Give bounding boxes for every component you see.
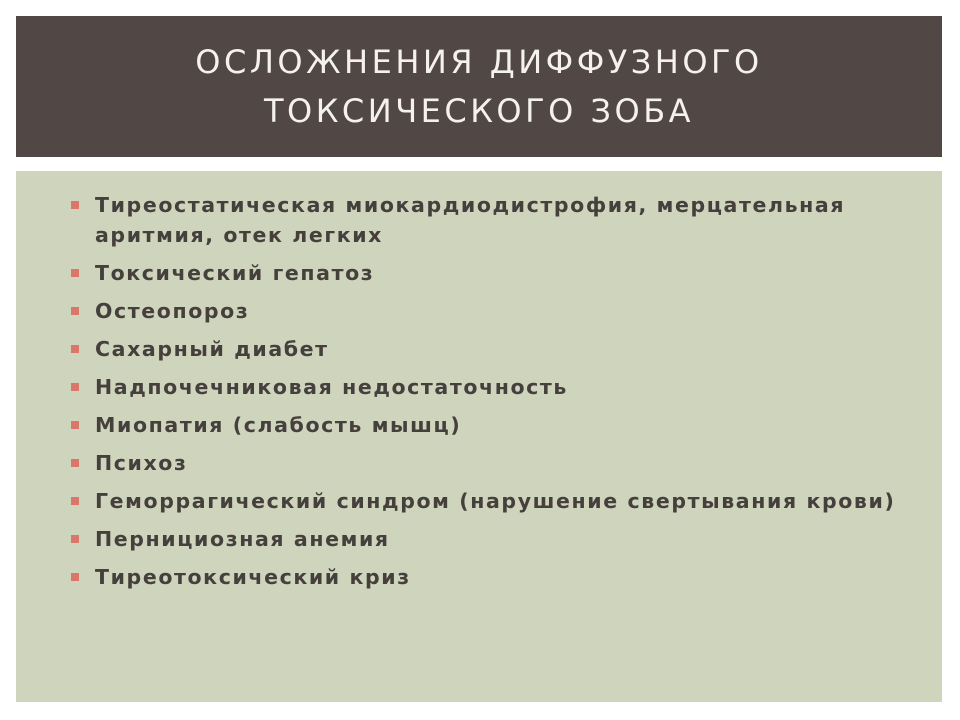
list-item-text: Пернициозная анемия (95, 527, 390, 551)
list-item (71, 372, 931, 402)
square-bullet-icon (71, 383, 79, 391)
list-item-text: Тиреотоксический криз (95, 565, 411, 589)
content-panel (16, 171, 942, 702)
square-bullet-icon (71, 269, 79, 277)
slide-title: ОСЛОЖНЕНИЯ ДИФФУЗНОГО ТОКСИЧЕСКОГО ЗОБА (195, 42, 763, 130)
list-item (71, 486, 931, 516)
list-item-text: Токсический гепатоз (95, 261, 375, 285)
square-bullet-icon (71, 345, 79, 353)
square-bullet-icon (71, 573, 79, 581)
list-item-text: Тиреостатическая миокардиодистрофия, мерцательная аритмия, отек легких (95, 193, 846, 247)
list-item (71, 296, 931, 326)
list-item (71, 334, 931, 364)
list-item (71, 448, 931, 478)
square-bullet-icon (71, 459, 79, 467)
list-item-text: Сахарный диабет (95, 337, 329, 361)
list-item-text: Остеопороз (95, 299, 250, 323)
square-bullet-icon (71, 497, 79, 505)
square-bullet-icon (71, 421, 79, 429)
list-item-text: Геморрагический синдром (нарушение свертывания крови) (95, 489, 896, 513)
list-item-text: Миопатия (слабость мышц) (95, 413, 462, 437)
list-item (71, 258, 931, 288)
bullet-list (71, 190, 931, 600)
title-bar (16, 16, 942, 157)
list-item (71, 524, 931, 554)
square-bullet-icon (71, 535, 79, 543)
list-item (71, 562, 931, 592)
list-item-text: Психоз (95, 451, 188, 475)
list-item-text: Надпочечниковая недостаточность (95, 375, 568, 399)
square-bullet-icon (71, 307, 79, 315)
list-item (71, 410, 931, 440)
square-bullet-icon (71, 201, 79, 209)
list-item (71, 190, 931, 250)
